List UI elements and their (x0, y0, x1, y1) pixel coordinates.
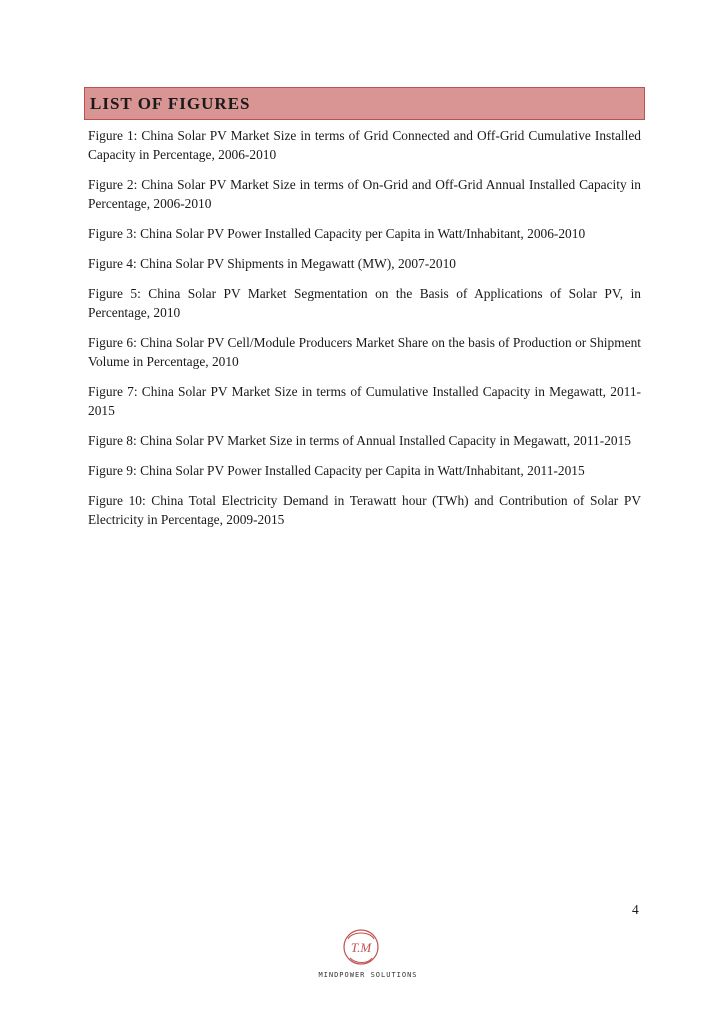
figure-list (88, 126, 641, 540)
figure-entry-8: Figure 8: China Solar PV Market Size in terms of Annual Installed Capacity in Megawatt, 2011-2015 (88, 433, 631, 448)
logo-mark-icon (338, 925, 384, 969)
figure-entry-1: Figure 1: China Solar PV Market Size in terms of Grid Connected and Off-Grid Cumulative Installed Capacity in Percentage, 2006-2010 (88, 128, 641, 162)
figure-entry-5: Figure 5: China Solar PV Market Segmentation on the Basis of Applications of Solar PV, in Percentage, 2010 (88, 286, 641, 320)
section-heading-bar (84, 87, 645, 120)
logo-mark-text: T.M (350, 940, 372, 955)
page-number: 4 (632, 902, 639, 917)
figure-entry-4: Figure 4: China Solar PV Shipments in Megawatt (MW), 2007-2010 (88, 256, 456, 271)
figure-entry-10: Figure 10: China Total Electricity Demand in Terawatt hour (TWh) and Contribution of Solar PV Electricity in Percentage, 2009-2015 (88, 493, 641, 527)
figure-entry-3: Figure 3: China Solar PV Power Installed Capacity per Capita in Watt/Inhabitant, 2006-2010 (88, 226, 586, 241)
figure-entry-7: Figure 7: China Solar PV Market Size in terms of Cumulative Installed Capacity in Megawatt, 2011-2015 (88, 384, 641, 418)
figure-entry-9: Figure 9: China Solar PV Power Installed Capacity per Capita in Watt/Inhabitant, 2011-2015 (88, 463, 585, 478)
logo-brand-text: MINDPOWER SOLUTIONS (318, 971, 418, 979)
figure-entry-6: Figure 6: China Solar PV Cell/Module Producers Market Share on the basis of Production or Shipment Volume in Percentage, 2010 (88, 335, 641, 369)
company-logo (318, 925, 418, 985)
section-heading: LIST OF FIGURES (90, 93, 251, 113)
figure-entry-2: Figure 2: China Solar PV Market Size in terms of On-Grid and Off-Grid Annual Installed Capacity in Percentage, 2006-2010 (88, 177, 641, 211)
